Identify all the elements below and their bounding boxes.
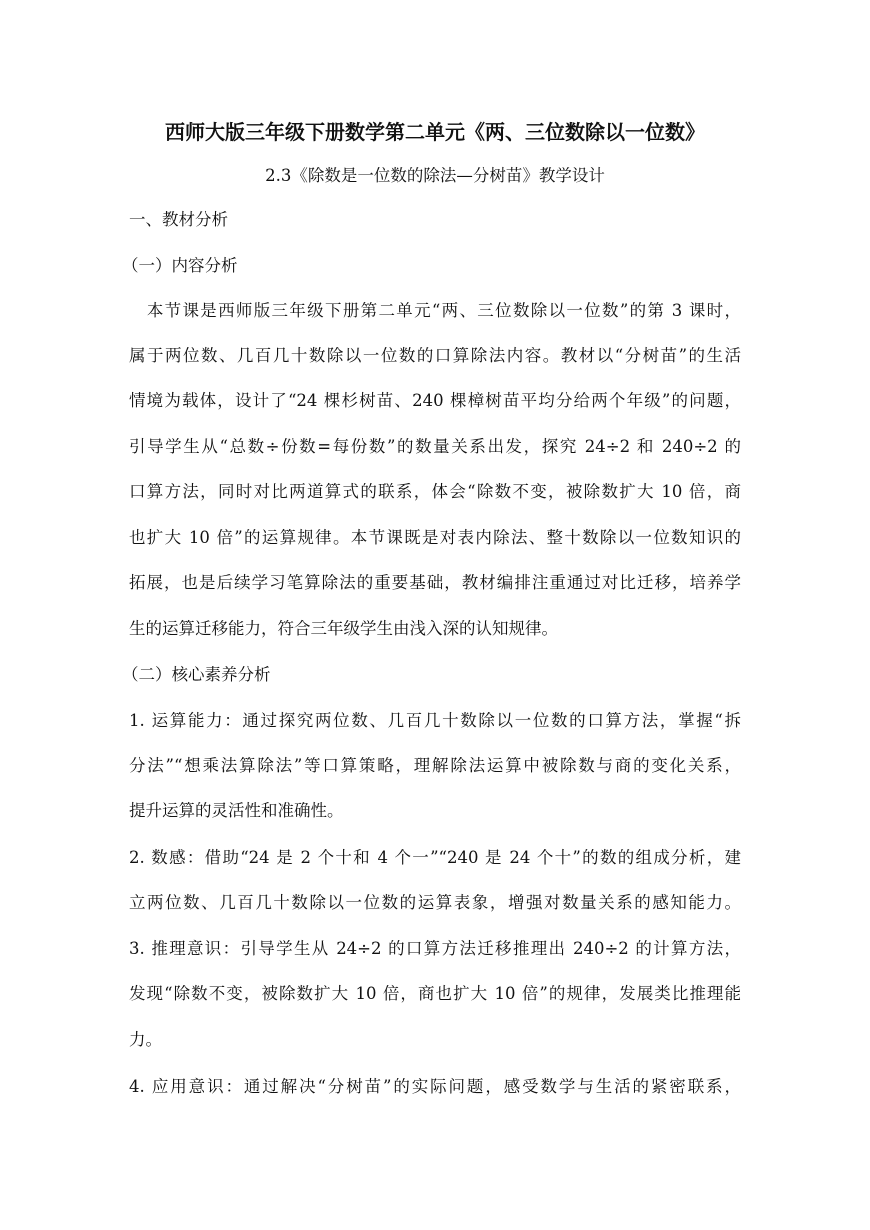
list-item-line: 立两位数、几百几十数除以一位数的运算表象，增强对数量关系的感知能力。: [129, 893, 741, 912]
section-heading-textbook-analysis: 一、教材分析: [129, 210, 228, 229]
document-title: 西师大版三年级下册数学第二单元《两、三位数除以一位数》: [165, 120, 705, 144]
list-item-line: 力。: [129, 1030, 162, 1049]
list-item-line: 4. 应用意识：通过解决“分树苗”的实际问题，感受数学与生活的紧密联系，: [129, 1077, 741, 1096]
document-subtitle: 2.3《除数是一位数的除法—分树苗》教学设计: [265, 166, 605, 185]
paragraph-line: 属于两位数、几百几十数除以一位数的口算除法内容。教材以“分树苗”的生活: [129, 346, 741, 365]
paragraph-line: 也扩大 10 倍”的运算规律。本节课既是对表内除法、整十数除以一位数知识的: [129, 528, 741, 547]
paragraph-line: 情境为载体，设计了“24 棵杉树苗、240 棵樟树苗平均分给两个年级”的问题，: [129, 391, 741, 410]
list-item-line: 发现“除数不变，被除数扩大 10 倍，商也扩大 10 倍”的规律，发展类比推理能: [129, 984, 741, 1003]
list-item-line: 分法”“想乘法算除法”等口算策略，理解除法运算中被除数与商的变化关系，: [129, 756, 741, 775]
list-item-line: 2. 数感：借助“24 是 2 个十和 4 个一”“240 是 24 个十”的数的组成分析，建: [129, 848, 741, 867]
paragraph-line: 拓展，也是后续学习笔算除法的重要基础，教材编排注重通过对比迁移，培养学: [129, 573, 741, 592]
subheading-content-analysis: （一）内容分析: [122, 256, 238, 275]
list-item-line: 3. 推理意识：引导学生从 24÷2 的口算方法迁移推理出 240÷2 的计算方法，: [129, 939, 741, 958]
paragraph-line: 引导学生从“总数÷份数=每份数”的数量关系出发，探究 24÷2 和 240÷2 的: [129, 437, 741, 456]
list-item-line: 提升运算的灵活性和准确性。: [129, 801, 344, 820]
paragraph-line: 本节课是西师版三年级下册第二单元“两、三位数除以一位数”的第 3 课时，: [129, 301, 741, 320]
subheading-core-literacy: （二）核心素养分析: [122, 665, 271, 684]
paragraph-line: 口算方法，同时对比两道算式的联系，体会“除数不变，被除数扩大 10 倍，商: [129, 482, 741, 501]
paragraph-line: 生的运算迁移能力，符合三年级学生由浅入深的认知规律。: [129, 619, 558, 638]
list-item-line: 1. 运算能力：通过探究两位数、几百几十数除以一位数的口算方法，掌握“拆: [129, 711, 741, 730]
